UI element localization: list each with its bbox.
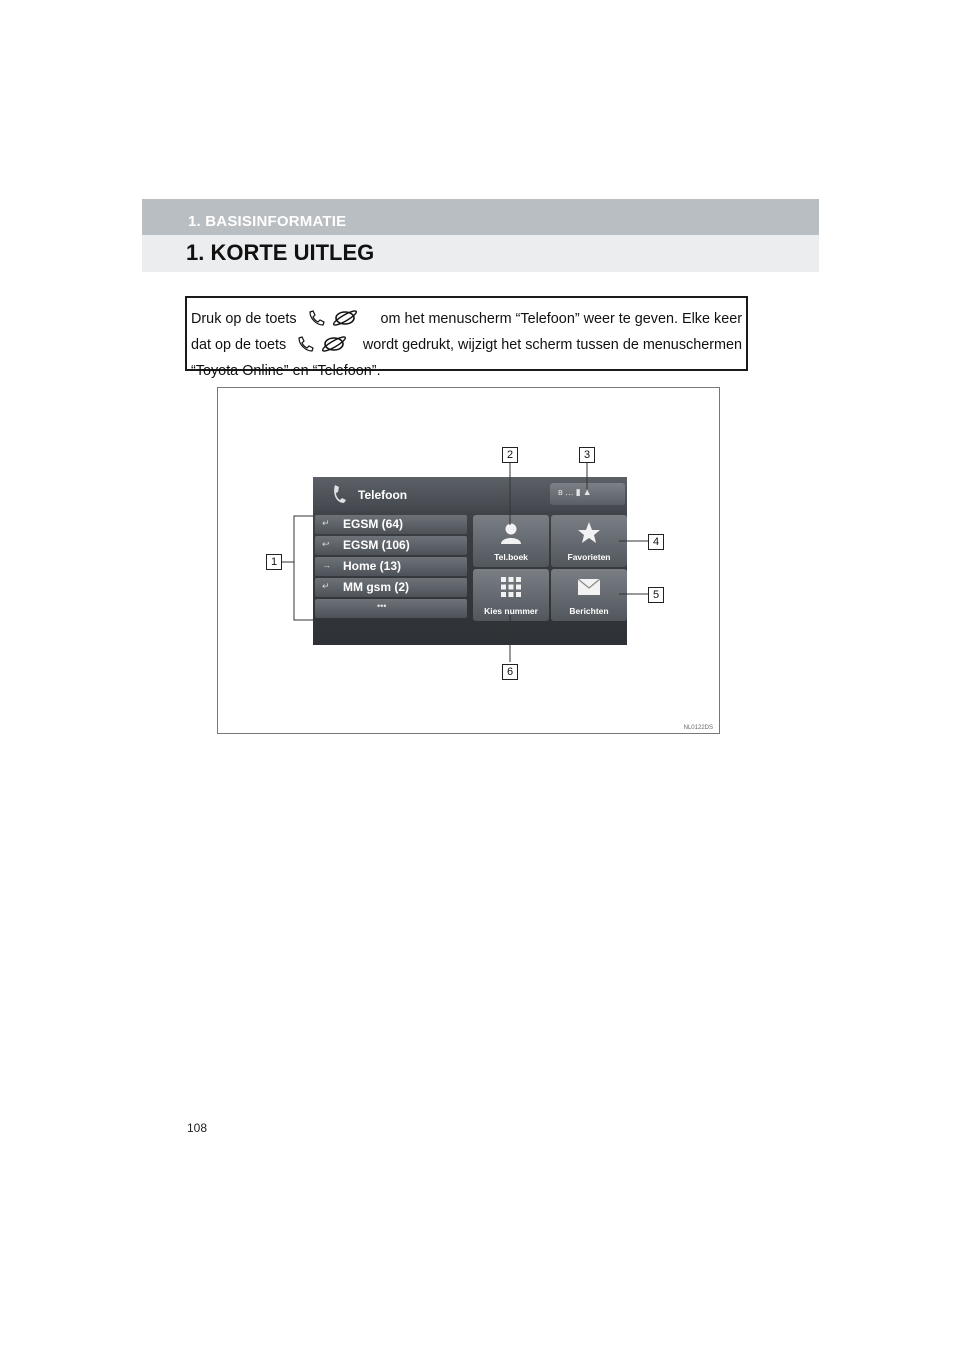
callout-2: 2 [502,447,518,463]
phonebook-label: Tel.boek [494,552,528,562]
incoming-call-icon: → [322,560,331,570]
toyota-online-icon [332,310,358,326]
phone-and-online-key-icon [296,336,348,352]
call-history-label: EGSM (64) [343,517,404,531]
instruction-text: wordt gedrukt, wijzigt het scherm tussen de menuschermen [362,337,742,353]
instruction-text: om het menuscherm “Telefoon” weer te geven. Elke keer [380,311,742,327]
instruction-box [185,296,748,379]
favorites-label: Favorieten [567,552,611,562]
callout-5: 5 [648,587,664,603]
callout-1: 1 [266,554,282,570]
instruction-line-3 [191,358,742,384]
missed-call-icon: ↩ [322,539,330,549]
instruction-text: dat op de toets [191,337,287,353]
more-icon: ••• [377,601,387,611]
instruction-line-2 [191,332,742,358]
section-label: 1. BASISINFORMATIE [188,213,347,230]
callout-4: 4 [648,534,664,550]
outgoing-call-icon: ↵ [322,518,330,528]
outgoing-call-icon: ↵ [322,581,330,591]
status-icons: ʙ…▮▲ [558,487,594,497]
instruction-text: “Toyota Online” en “Telefoon”. [191,363,381,379]
callout-3: 3 [579,447,595,463]
instruction-text: Druk op de toets [191,311,297,327]
dial-label: Kies nummer [484,606,538,616]
toyota-online-icon [321,336,347,352]
page-number: 108 [187,1121,208,1135]
screen-title: Telefoon [358,488,408,502]
phone-and-online-key-icon [307,310,359,326]
instruction-line-1 [191,306,742,332]
call-history-label: Home (13) [343,559,402,573]
messages-label: Berichten [569,606,609,616]
telefoon-screen-figure [217,387,720,734]
phone-icon [299,337,313,351]
page-title: 1. KORTE UITLEG [186,240,375,265]
callout-leader-lines [218,388,721,735]
call-history-label: EGSM (106) [343,538,410,552]
call-history-label: MM gsm (2) [343,580,409,594]
phone-icon [310,311,324,325]
figure-code: NL0122DS [683,725,713,731]
callout-6: 6 [502,664,518,680]
